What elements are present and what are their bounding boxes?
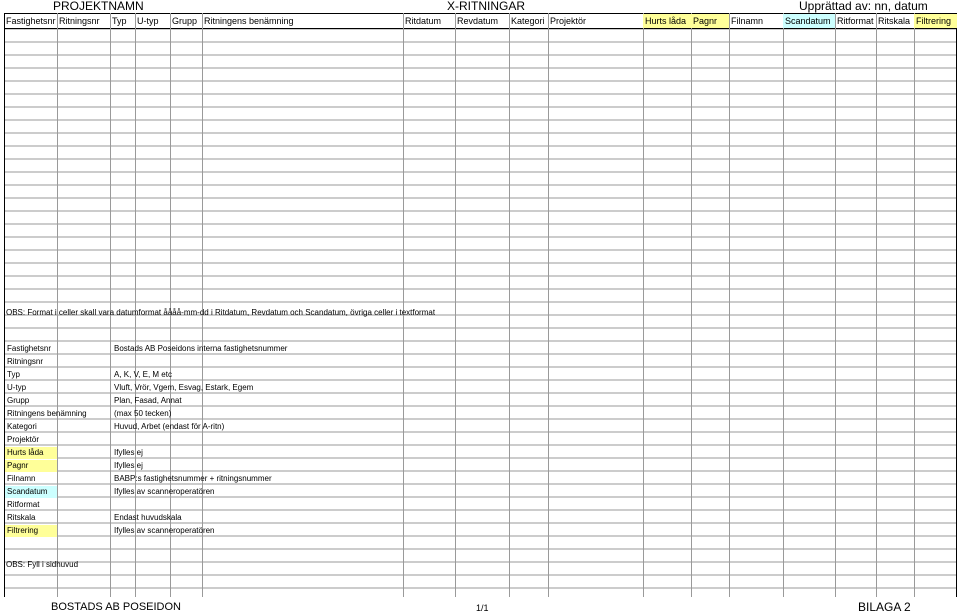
- prepared-by: Upprättad av: nn, datum: [799, 0, 928, 13]
- legend-key: Ritformat: [7, 500, 40, 509]
- format-note: OBS: Format i celler skall vara datumformat åååå-mm-dd i Ritdatum, Revdatum och Scandatum, övriga celler i textformat: [6, 308, 436, 317]
- column-header: Filnamn: [731, 16, 764, 26]
- legend-description: Huvud, Arbet (endast för A-ritn): [114, 422, 225, 431]
- legend-description: BABP:s fastighetsnummer + ritningsnummer: [114, 474, 272, 483]
- grid-lines: [4, 13, 957, 597]
- column-header: Kategori: [511, 16, 545, 26]
- legend-key: Filnamn: [7, 474, 36, 483]
- legend-key: Pagnr: [5, 460, 57, 472]
- legend-key: Typ: [7, 370, 20, 379]
- legend-key: Hurts låda: [5, 447, 57, 459]
- spreadsheet: [4, 13, 957, 597]
- legend-key: Projektör: [7, 435, 40, 444]
- footer-appendix: BILAGA 2: [858, 600, 911, 614]
- legend-key: U-typ: [7, 383, 27, 392]
- footer-company: BOSTADS AB POSEIDON: [51, 601, 181, 613]
- column-header: Typ: [112, 16, 127, 26]
- column-header: Ritformat: [837, 16, 874, 26]
- column-header: Ritningens benämning: [204, 16, 294, 26]
- legend-description: Ifylles ej: [114, 448, 143, 457]
- column-header: Scandatum: [783, 14, 835, 28]
- legend-description: Plan, Fasad, Annat: [114, 396, 182, 405]
- column-header: Grupp: [172, 16, 198, 26]
- column-header: U-typ: [137, 16, 159, 26]
- legend-key: Fastighetsnr: [7, 344, 52, 353]
- legend-key: Ritskala: [7, 513, 36, 522]
- column-header: Revdatum: [457, 16, 499, 26]
- legend-key: Scandatum: [5, 486, 57, 498]
- legend-key: Ritningens benämning: [7, 409, 87, 418]
- legend-key: Filtrering: [5, 525, 57, 537]
- column-header: Hurts låda: [643, 14, 691, 28]
- legend-key: Kategori: [7, 422, 37, 431]
- column-header: Pagnr: [691, 14, 729, 28]
- header-note: OBS: Fyll i sidhuvud: [6, 560, 79, 569]
- legend-description: A, K, V, E, M etc: [114, 370, 172, 379]
- legend-description: Ifylles av scanneroperatören: [114, 487, 215, 496]
- legend-description: (max 50 tecken): [114, 409, 172, 418]
- column-header: Fastighetsnr: [6, 16, 56, 26]
- legend-key: Ritningsnr: [7, 357, 44, 366]
- document-title: X-RITNINGAR: [447, 0, 525, 13]
- legend-description: Vluft, Vrör, Vgem, Esvag, Estark, Egem: [114, 383, 254, 392]
- legend-description: Ifylles ej: [114, 461, 143, 470]
- project-name: PROJEKTNAMN: [53, 0, 144, 13]
- footer-page-number: 1/1: [476, 603, 489, 613]
- column-header: Projektör: [550, 16, 587, 26]
- column-header: Ritningsnr: [59, 16, 100, 26]
- column-header: Filtrering: [914, 14, 957, 28]
- legend-description: Endast huvudskala: [114, 513, 182, 522]
- legend-key: Grupp: [7, 396, 30, 405]
- legend-description: Bostads AB Poseidons interna fastighetsnummer: [114, 344, 288, 353]
- column-header: Ritdatum: [405, 16, 442, 26]
- column-header: Ritskala: [878, 16, 911, 26]
- legend-description: Ifylles av scanneroperatören: [114, 526, 215, 535]
